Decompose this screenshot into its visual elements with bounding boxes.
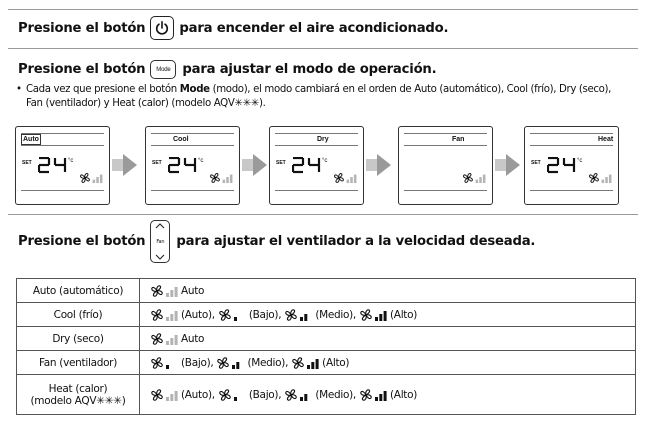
- fan-speed-icon: [333, 172, 359, 184]
- desc-line1-post: (modo), el modo cambiará en el orden de Auto (automático), Cool (frío), Dry (seco),: [209, 84, 612, 95]
- fan-speed-icon: [150, 356, 180, 370]
- panel-temperature: [292, 157, 322, 179]
- mode-panel-cool: [145, 126, 240, 205]
- panel-set-label: SET: [276, 160, 286, 166]
- mode-cell: [17, 351, 140, 375]
- fan-blade: [220, 311, 225, 315]
- rule-2: [8, 214, 638, 215]
- panel-mode-label: Auto: [23, 136, 39, 143]
- fan-blade: [152, 359, 157, 363]
- step-3-suffix: para ajustar el ventilador a la velocidad deseada.: [176, 234, 536, 249]
- speed-option: [150, 356, 216, 370]
- table-row: [17, 375, 636, 415]
- panel-mode-bar: [530, 133, 613, 146]
- speed-bar: [605, 177, 608, 183]
- speed-bar: [354, 175, 357, 183]
- panel-divider: [151, 190, 234, 191]
- mode-cell-label-2: (modelo AQV✳✳✳): [30, 394, 126, 407]
- panel-divider: [404, 190, 487, 191]
- fan-speed-icon: [150, 308, 180, 322]
- panel-fan-indicator: [79, 171, 105, 189]
- speed-bar: [175, 311, 178, 321]
- temperature-digits: [168, 157, 198, 174]
- speed-bar: [232, 365, 235, 369]
- speed-sequence: [150, 308, 635, 322]
- speed-bar: [379, 314, 382, 321]
- fan-blade: [286, 311, 291, 315]
- panel-set-label: SET: [531, 160, 541, 166]
- speed-bar: [166, 293, 169, 297]
- speed-option-label: (Bajo),: [181, 356, 217, 369]
- table-row: [17, 303, 636, 327]
- fan-blade: [335, 175, 339, 178]
- speed-bar: [300, 317, 303, 321]
- mode-cell-label: Heat (calor): [48, 382, 108, 395]
- speed-option-label: Auto: [181, 284, 205, 297]
- fan-speed-icon: [359, 308, 389, 322]
- speed-option: [216, 356, 291, 370]
- speed-option: [359, 308, 417, 322]
- speed-bar: [166, 397, 169, 401]
- speed-bar: [375, 397, 378, 401]
- speed-bar: [230, 175, 233, 183]
- speed-bar: [166, 365, 169, 369]
- mode-cell-label: Auto (automático): [32, 284, 124, 297]
- speed-option-label: (Auto),: [181, 308, 218, 321]
- mode-cell: [17, 303, 140, 327]
- speed-option: [359, 388, 417, 402]
- fan-blade: [590, 175, 594, 178]
- speed-bar: [479, 177, 482, 183]
- speed-bar: [305, 394, 308, 401]
- speed-bar: [170, 290, 173, 297]
- fan-speed-icon: [218, 388, 248, 402]
- fan-blade: [152, 391, 157, 395]
- speed-bar: [170, 338, 173, 345]
- fan-speed-icon: [588, 172, 614, 184]
- speed-bar: [175, 391, 178, 401]
- speed-option-label: (Alto): [322, 356, 350, 369]
- temperature-digits: [292, 157, 322, 174]
- speed-option: [218, 388, 284, 402]
- step-3-prefix: Presione el botón: [18, 234, 146, 249]
- fan-button[interactable]: [150, 220, 170, 263]
- speed-option-label: (Bajo),: [248, 388, 285, 401]
- fan-speed-icon: [216, 356, 246, 370]
- speed-bar: [347, 180, 350, 183]
- panel-fan-indicator: [588, 171, 614, 189]
- speed-bar: [226, 177, 229, 183]
- speed-option: [150, 284, 204, 298]
- panel-fan-indicator: [209, 171, 235, 189]
- panel-unit: °c: [68, 158, 74, 164]
- panel-divider: [275, 190, 358, 191]
- fan-speed-icon: [284, 388, 314, 402]
- speed-bar: [166, 317, 169, 321]
- step-2-suffix: para ajustar el modo de operación.: [182, 62, 437, 77]
- speed-option: [284, 308, 359, 322]
- chevron-down-icon: [155, 254, 165, 260]
- speed-bar: [96, 177, 99, 183]
- fan-blade: [152, 287, 157, 291]
- panel-temperature: [168, 157, 198, 179]
- speed-bar: [609, 175, 612, 183]
- speed-sequence: [150, 388, 635, 402]
- speed-bar: [175, 335, 178, 345]
- fan-blade: [218, 359, 223, 363]
- speed-sequence: [150, 356, 635, 370]
- fan-blade: [361, 391, 366, 395]
- fan-speed-icon: [150, 388, 180, 402]
- speed-option-label: (Medio),: [247, 356, 292, 369]
- mode-cell-label: Cool (frío): [53, 308, 103, 321]
- speed-bar: [305, 314, 308, 321]
- arrow-right-icon: [123, 154, 137, 176]
- speed-bar: [166, 341, 169, 345]
- fan-blade: [152, 311, 157, 315]
- speed-bar: [602, 180, 605, 183]
- fan-speed-icon: [79, 172, 105, 184]
- bullet-icon: •: [16, 84, 22, 95]
- speed-bar: [350, 177, 353, 183]
- speed-option-label: (Bajo),: [248, 308, 285, 321]
- speed-bar: [300, 397, 303, 401]
- fan-speed-icon: [284, 308, 314, 322]
- panel-set-label: SET: [152, 160, 162, 166]
- speed-cell: [140, 303, 636, 327]
- desc-line2: Fan (ventilador) y Heat (calor) (modelo AQV✳✳✳).: [26, 98, 266, 109]
- speed-bar: [93, 180, 96, 183]
- fan-speed-table: [16, 278, 636, 415]
- step-1-heading: [18, 16, 646, 40]
- fan-blade: [361, 311, 366, 315]
- step-3-heading: [18, 220, 646, 263]
- step-2-heading: [18, 60, 646, 79]
- mode-cell-label: Dry (seco): [52, 332, 104, 345]
- panel-mode-label: Fan: [452, 136, 465, 143]
- arrow-right-icon: [253, 154, 267, 176]
- panel-fan-indicator: [333, 171, 359, 189]
- panel-unit: °c: [198, 158, 204, 164]
- panel-mode-label: Cool: [173, 136, 189, 143]
- fan-blade: [220, 391, 225, 395]
- power-button[interactable]: [150, 16, 174, 40]
- speed-cell: [140, 279, 636, 303]
- panel-set-label: SET: [22, 160, 32, 166]
- speed-bar: [483, 175, 486, 183]
- mode-panels: [15, 126, 635, 206]
- temperature-digits: [547, 157, 577, 174]
- panel-divider: [21, 190, 104, 191]
- step-1-suffix: para encender el aire acondicionado.: [179, 20, 449, 36]
- mode-cell: [17, 279, 140, 303]
- desc-line1-pre: Cada vez que presione el botón: [26, 84, 180, 95]
- panel-mode-label: Heat: [598, 136, 614, 143]
- speed-bar: [234, 317, 237, 321]
- table-row: [17, 279, 636, 303]
- arrow-right-icon: [377, 154, 391, 176]
- speed-cell: [140, 351, 636, 375]
- panel-mode-bar: [151, 133, 234, 146]
- speed-option: [284, 388, 359, 402]
- speed-option-label: (Medio),: [315, 388, 360, 401]
- speed-bar: [170, 394, 173, 401]
- mode-panel-auto: [15, 126, 110, 205]
- speed-option: [218, 308, 284, 322]
- panel-unit: °c: [577, 158, 583, 164]
- speed-bar: [170, 314, 173, 321]
- mode-cell-label: Fan (ventilador): [38, 356, 118, 369]
- speed-bar: [384, 311, 387, 321]
- speed-bar: [476, 180, 479, 183]
- speed-option: [150, 308, 218, 322]
- fan-blade: [211, 175, 215, 178]
- speed-sequence: [150, 284, 635, 298]
- mode-panel-heat: [524, 126, 619, 205]
- mode-panel-dry: [269, 126, 364, 205]
- fan-button-label: Fan: [156, 238, 165, 245]
- speed-bar: [379, 394, 382, 401]
- mode-button[interactable]: Mode: [150, 60, 176, 79]
- fan-blade: [286, 391, 291, 395]
- speed-bar: [100, 175, 103, 183]
- fan-speed-icon: [218, 308, 248, 322]
- speed-option: [150, 332, 204, 346]
- panel-mode-bar: [275, 133, 358, 146]
- speed-option-label: (Alto): [390, 308, 418, 321]
- fan-blade: [464, 175, 468, 178]
- rule-1: [8, 48, 638, 49]
- panel-fan-indicator: [462, 171, 488, 189]
- step-2-prefix: Presione el botón: [18, 62, 146, 77]
- fan-speed-icon: [150, 284, 180, 298]
- speed-bar: [307, 365, 310, 369]
- speed-option: [150, 388, 218, 402]
- speed-sequence: [150, 332, 635, 346]
- speed-option-label: Auto: [181, 332, 205, 345]
- mode-cell: [17, 327, 140, 351]
- speed-option-label: (Alto): [390, 388, 418, 401]
- speed-bar: [175, 287, 178, 297]
- speed-bar: [237, 362, 240, 369]
- mode-panel-fan: [398, 126, 493, 205]
- temperature-digits: [38, 157, 68, 174]
- panel-unit: °c: [322, 158, 328, 164]
- arrow-right-icon: [506, 154, 520, 176]
- fan-speed-icon: [359, 388, 389, 402]
- speed-option-label: (Medio),: [315, 308, 360, 321]
- panel-divider: [530, 190, 613, 191]
- table-row: [17, 327, 636, 351]
- fan-speed-icon: [150, 332, 180, 346]
- fan-blade: [293, 359, 298, 363]
- panel-temperature: [38, 157, 68, 179]
- desc-bold-mode: Mode: [179, 84, 210, 95]
- speed-bar: [311, 362, 314, 369]
- speed-option: [291, 356, 349, 370]
- fan-speed-icon: [462, 172, 488, 184]
- fan-blade: [81, 175, 85, 178]
- panel-mode-bar: [404, 133, 487, 146]
- speed-bar: [234, 397, 237, 401]
- step-1-prefix: Presione el botón: [18, 20, 146, 36]
- mode-description: [16, 83, 638, 111]
- speed-option-label: (Auto),: [181, 388, 218, 401]
- fan-speed-icon: [291, 356, 321, 370]
- speed-cell: [140, 375, 636, 415]
- speed-bar: [384, 391, 387, 401]
- speed-bar: [375, 317, 378, 321]
- speed-bar: [223, 180, 226, 183]
- speed-cell: [140, 327, 636, 351]
- mode-cell: [17, 375, 140, 415]
- panel-mode-label: Dry: [317, 136, 329, 143]
- fan-speed-icon: [209, 172, 235, 184]
- chevron-up-icon: [155, 223, 165, 229]
- panel-mode-bar: [21, 133, 104, 146]
- table-row: [17, 351, 636, 375]
- panel-temperature: [547, 157, 577, 179]
- power-icon: [154, 20, 170, 36]
- top-rule: [8, 9, 638, 10]
- fan-blade: [152, 335, 157, 339]
- speed-bar: [316, 359, 319, 369]
